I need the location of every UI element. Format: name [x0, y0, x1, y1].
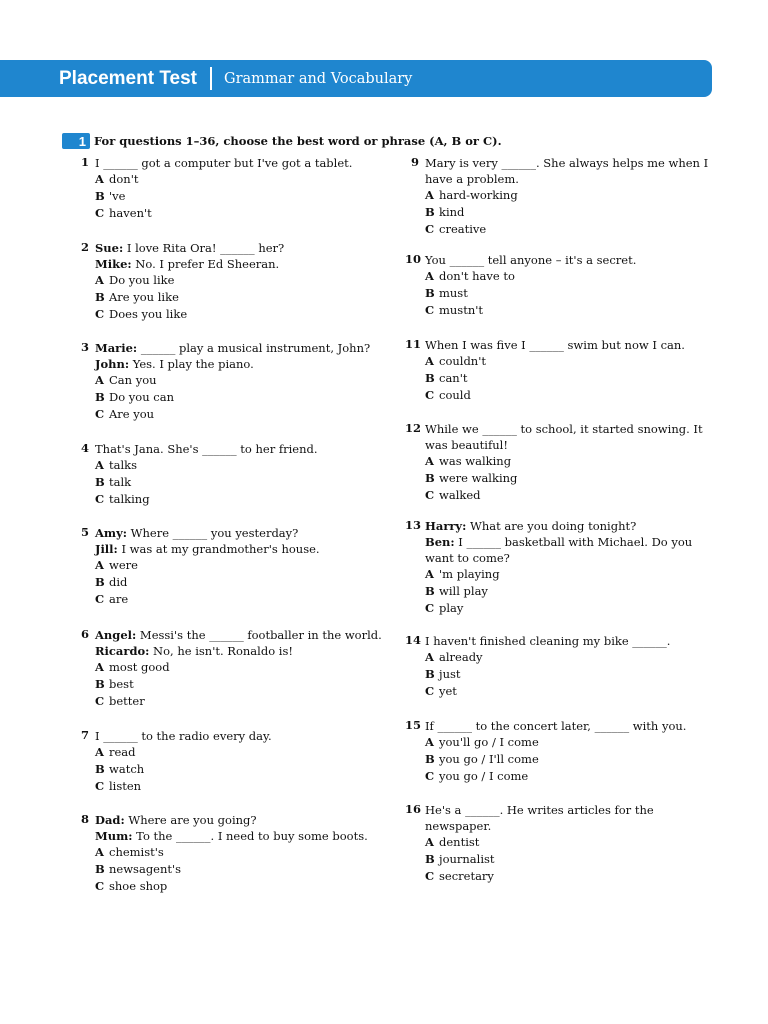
- question-12: [405, 421, 720, 504]
- answer-option-c[interactable]: [425, 683, 720, 700]
- question-text: You ______ tell anyone – it's a secret.: [425, 253, 637, 267]
- option-letter: A: [95, 660, 104, 674]
- speaker-label: Ricardo:: [95, 644, 150, 658]
- option-text: Does you like: [109, 307, 188, 321]
- option-text: read: [109, 745, 136, 759]
- answer-option-c[interactable]: [95, 778, 395, 795]
- option-text: kind: [439, 205, 465, 219]
- answer-option-c[interactable]: [425, 600, 720, 617]
- question-text: When I was five I ______ swim but now I can.: [425, 338, 685, 352]
- option-letter: A: [95, 373, 104, 387]
- speaker-label: Amy:: [95, 526, 128, 540]
- option-text: Do you can: [109, 390, 174, 404]
- answer-option-c[interactable]: [95, 306, 395, 323]
- option-text: listen: [109, 779, 142, 793]
- option-text: journalist: [439, 852, 495, 866]
- question-number: 8: [80, 812, 89, 826]
- question-text: I ______ got a computer but I've got a tablet.: [95, 156, 353, 170]
- answer-option-a[interactable]: [95, 372, 395, 389]
- question-9: [405, 155, 720, 238]
- option-letter: B: [95, 475, 105, 489]
- question-number: 12: [405, 421, 422, 435]
- option-letter: B: [95, 575, 105, 589]
- answer-option-a[interactable]: [425, 353, 720, 370]
- option-text: did: [109, 575, 128, 589]
- answer-option-b[interactable]: [95, 389, 395, 406]
- answer-option-a[interactable]: [425, 834, 720, 851]
- answer-option-c[interactable]: [95, 878, 395, 895]
- question-text: I haven't finished cleaning my bike ______.: [425, 634, 671, 648]
- question-number: 11: [405, 337, 422, 351]
- section-number-badge: 1: [62, 133, 90, 149]
- answer-option-c[interactable]: [425, 221, 720, 238]
- answer-option-a[interactable]: [95, 272, 395, 289]
- option-text: just: [439, 667, 461, 681]
- option-text: walked: [439, 488, 481, 502]
- question-text: Mary is very ______. She always helps me when I have a problem.: [425, 156, 712, 186]
- question-number: 14: [405, 633, 422, 647]
- question-text: Mum: To the ______. I need to buy some boots.: [95, 829, 368, 843]
- answer-option-a[interactable]: [425, 649, 720, 666]
- option-text: watch: [109, 762, 145, 776]
- option-text: chemist's: [109, 845, 164, 859]
- option-text: play: [439, 601, 464, 615]
- answer-option-b[interactable]: [425, 285, 720, 302]
- option-letter: A: [95, 458, 104, 472]
- question-text: Dad: Where are you going?: [95, 813, 257, 827]
- option-letter: C: [95, 307, 105, 321]
- question-6: [75, 627, 395, 710]
- option-letter: A: [425, 354, 434, 368]
- answer-option-c[interactable]: [95, 491, 395, 508]
- option-letter: B: [425, 205, 435, 219]
- instruction-text: For questions 1–36, choose the best word or phrase (A, B or C).: [94, 134, 502, 148]
- question-text: John: Yes. I play the piano.: [95, 357, 254, 371]
- question-text: If ______ to the concert later, ______ with you.: [425, 719, 687, 733]
- option-text: already: [439, 650, 483, 664]
- answer-option-a[interactable]: [95, 744, 395, 761]
- option-text: you go / I'll come: [439, 752, 539, 766]
- option-letter: C: [95, 779, 105, 793]
- option-letter: C: [95, 206, 105, 220]
- section-instruction: [62, 133, 502, 149]
- answer-option-c[interactable]: [425, 387, 720, 404]
- answer-option-a[interactable]: [95, 659, 395, 676]
- option-letter: B: [425, 371, 435, 385]
- option-text: creative: [439, 222, 487, 236]
- page-title: Placement Test: [59, 67, 197, 89]
- option-letter: B: [425, 286, 435, 300]
- question-text: Jill: I was at my grandmother's house.: [95, 542, 320, 556]
- question-number: 9: [410, 155, 419, 169]
- question-14: [405, 633, 720, 700]
- question-16: [405, 802, 720, 885]
- question-text: Amy: Where ______ you yesterday?: [95, 526, 299, 540]
- option-text: best: [109, 677, 134, 691]
- question-number: 7: [80, 728, 89, 742]
- option-letter: A: [425, 567, 434, 581]
- question-8: [75, 812, 395, 895]
- question-text: That's Jana. She's ______ to her friend.: [95, 442, 318, 456]
- option-text: better: [109, 694, 145, 708]
- answer-option-b[interactable]: [425, 583, 720, 600]
- option-text: are: [109, 592, 129, 606]
- answer-option-a[interactable]: [95, 844, 395, 861]
- speaker-label: Angel:: [95, 628, 137, 642]
- speaker-label: Mike:: [95, 257, 132, 271]
- question-number: 6: [80, 627, 89, 641]
- speaker-label: Harry:: [425, 519, 467, 533]
- question-number: 3: [80, 340, 89, 354]
- answer-option-b[interactable]: [425, 204, 720, 221]
- option-text: talk: [109, 475, 132, 489]
- option-text: dentist: [439, 835, 480, 849]
- header-banner: [0, 60, 712, 97]
- option-letter: C: [425, 769, 435, 783]
- option-text: Are you: [109, 407, 155, 421]
- option-letter: A: [425, 650, 434, 664]
- option-text: Are you like: [109, 290, 179, 304]
- option-letter: A: [425, 835, 434, 849]
- option-text: don't have to: [439, 269, 515, 283]
- question-number: 4: [80, 441, 89, 455]
- answer-option-a[interactable]: [425, 453, 720, 470]
- answer-option-b[interactable]: [425, 751, 720, 768]
- option-text: you'll go / I come: [439, 735, 539, 749]
- answer-option-b[interactable]: [95, 474, 395, 491]
- question-4: [75, 441, 395, 508]
- option-text: 've: [109, 189, 126, 203]
- title-divider: [210, 67, 212, 90]
- option-letter: C: [95, 492, 105, 506]
- option-letter: C: [95, 879, 105, 893]
- question-text: Ricardo: No, he isn't. Ronaldo is!: [95, 644, 293, 658]
- option-text: were walking: [439, 471, 518, 485]
- option-text: Do you like: [109, 273, 175, 287]
- answer-option-b[interactable]: [95, 289, 395, 306]
- option-letter: C: [425, 222, 435, 236]
- option-letter: A: [95, 172, 104, 186]
- answer-option-b[interactable]: [95, 861, 395, 878]
- question-15: [405, 718, 720, 785]
- question-text: He's a ______. He writes articles for the newspaper.: [425, 803, 658, 833]
- option-letter: B: [95, 862, 105, 876]
- option-letter: B: [95, 189, 105, 203]
- option-text: you go / I come: [439, 769, 529, 783]
- option-text: couldn't: [439, 354, 486, 368]
- answer-option-b[interactable]: [95, 574, 395, 591]
- answer-option-a[interactable]: [95, 557, 395, 574]
- question-1: [75, 155, 395, 222]
- option-text: was walking: [439, 454, 512, 468]
- question-text: Harry: What are you doing tonight?: [425, 519, 637, 533]
- question-text: While we ______ to school, it started snowing. It was beautiful!: [425, 422, 707, 452]
- speaker-label: Sue:: [95, 241, 124, 255]
- option-letter: C: [425, 869, 435, 883]
- option-text: most good: [109, 660, 170, 674]
- option-letter: C: [95, 592, 105, 606]
- option-letter: C: [425, 388, 435, 402]
- question-3: [75, 340, 395, 423]
- option-text: mustn't: [439, 303, 484, 317]
- option-letter: A: [95, 845, 104, 859]
- option-letter: C: [425, 684, 435, 698]
- option-text: shoe shop: [109, 879, 168, 893]
- speaker-label: Ben:: [425, 535, 455, 549]
- question-number: 16: [405, 802, 422, 816]
- question-number: 5: [80, 525, 89, 539]
- speaker-label: Dad:: [95, 813, 125, 827]
- question-number: 10: [405, 252, 422, 266]
- option-letter: A: [95, 745, 104, 759]
- option-letter: B: [95, 390, 105, 404]
- option-letter: C: [95, 407, 105, 421]
- question-11: [405, 337, 720, 404]
- option-letter: B: [425, 752, 435, 766]
- option-letter: A: [425, 188, 434, 202]
- answer-option-c[interactable]: [425, 302, 720, 319]
- question-10: [405, 252, 720, 319]
- question-number: 15: [405, 718, 422, 732]
- option-text: were: [109, 558, 138, 572]
- answer-option-b[interactable]: [425, 370, 720, 387]
- option-letter: A: [425, 735, 434, 749]
- option-letter: B: [425, 584, 435, 598]
- option-letter: B: [425, 852, 435, 866]
- question-5: [75, 525, 395, 608]
- question-number: 1: [80, 155, 89, 169]
- option-text: yet: [439, 684, 457, 698]
- speaker-label: Mum:: [95, 829, 133, 843]
- option-letter: B: [425, 471, 435, 485]
- option-letter: A: [425, 454, 434, 468]
- option-text: will play: [439, 584, 488, 598]
- speaker-label: Marie:: [95, 341, 138, 355]
- option-text: hard-working: [439, 188, 518, 202]
- speaker-label: John:: [95, 357, 130, 371]
- option-letter: B: [425, 667, 435, 681]
- answer-option-b[interactable]: [95, 761, 395, 778]
- option-letter: C: [95, 694, 105, 708]
- page-subtitle: Grammar and Vocabulary: [223, 70, 413, 87]
- option-text: can't: [439, 371, 468, 385]
- option-text: don't: [109, 172, 139, 186]
- question-2: [75, 240, 395, 323]
- speaker-label: Jill:: [95, 542, 118, 556]
- option-letter: B: [95, 677, 105, 691]
- question-7: [75, 728, 395, 795]
- option-text: talks: [109, 458, 138, 472]
- option-letter: C: [425, 488, 435, 502]
- question-text: Mike: No. I prefer Ed Sheeran.: [95, 257, 280, 271]
- option-text: Can you: [109, 373, 157, 387]
- question-text: Angel: Messi's the ______ footballer in the world.: [95, 628, 382, 642]
- answer-option-c[interactable]: [95, 591, 395, 608]
- option-text: newsagent's: [109, 862, 182, 876]
- answer-option-c[interactable]: [425, 868, 720, 885]
- question-number: 13: [405, 518, 422, 532]
- option-text: haven't: [109, 206, 152, 220]
- option-letter: A: [95, 558, 104, 572]
- answer-option-c[interactable]: [425, 487, 720, 504]
- option-text: must: [439, 286, 468, 300]
- option-letter: A: [95, 273, 104, 287]
- answer-option-b[interactable]: [425, 666, 720, 683]
- option-letter: C: [425, 601, 435, 615]
- option-text: secretary: [439, 869, 494, 883]
- answer-option-a[interactable]: [425, 734, 720, 751]
- answer-option-b[interactable]: [425, 851, 720, 868]
- answer-option-b[interactable]: [95, 188, 395, 205]
- answer-option-c[interactable]: [95, 406, 395, 423]
- option-letter: A: [425, 269, 434, 283]
- option-letter: C: [425, 303, 435, 317]
- option-text: could: [439, 388, 471, 402]
- option-text: 'm playing: [439, 567, 500, 581]
- option-letter: B: [95, 762, 105, 776]
- answer-option-a[interactable]: [425, 187, 720, 204]
- option-text: talking: [109, 492, 150, 506]
- question-number: 2: [80, 240, 89, 254]
- question-text: Sue: I love Rita Ora! ______ her?: [95, 241, 285, 255]
- answer-option-b[interactable]: [95, 676, 395, 693]
- answer-option-a[interactable]: [425, 268, 720, 285]
- question-text: Ben: I ______ basketball with Michael. Do you want to come?: [425, 535, 696, 565]
- answer-option-a[interactable]: [95, 457, 395, 474]
- answer-option-c[interactable]: [425, 768, 720, 785]
- answer-option-a[interactable]: [95, 171, 395, 188]
- option-letter: B: [95, 290, 105, 304]
- answer-option-c[interactable]: [95, 693, 395, 710]
- answer-option-b[interactable]: [425, 470, 720, 487]
- answer-option-c[interactable]: [95, 205, 395, 222]
- question-text: Marie: ______ play a musical instrument, John?: [95, 341, 371, 355]
- question-13: [405, 518, 720, 617]
- question-text: I ______ to the radio every day.: [95, 729, 272, 743]
- answer-option-a[interactable]: [425, 566, 720, 583]
